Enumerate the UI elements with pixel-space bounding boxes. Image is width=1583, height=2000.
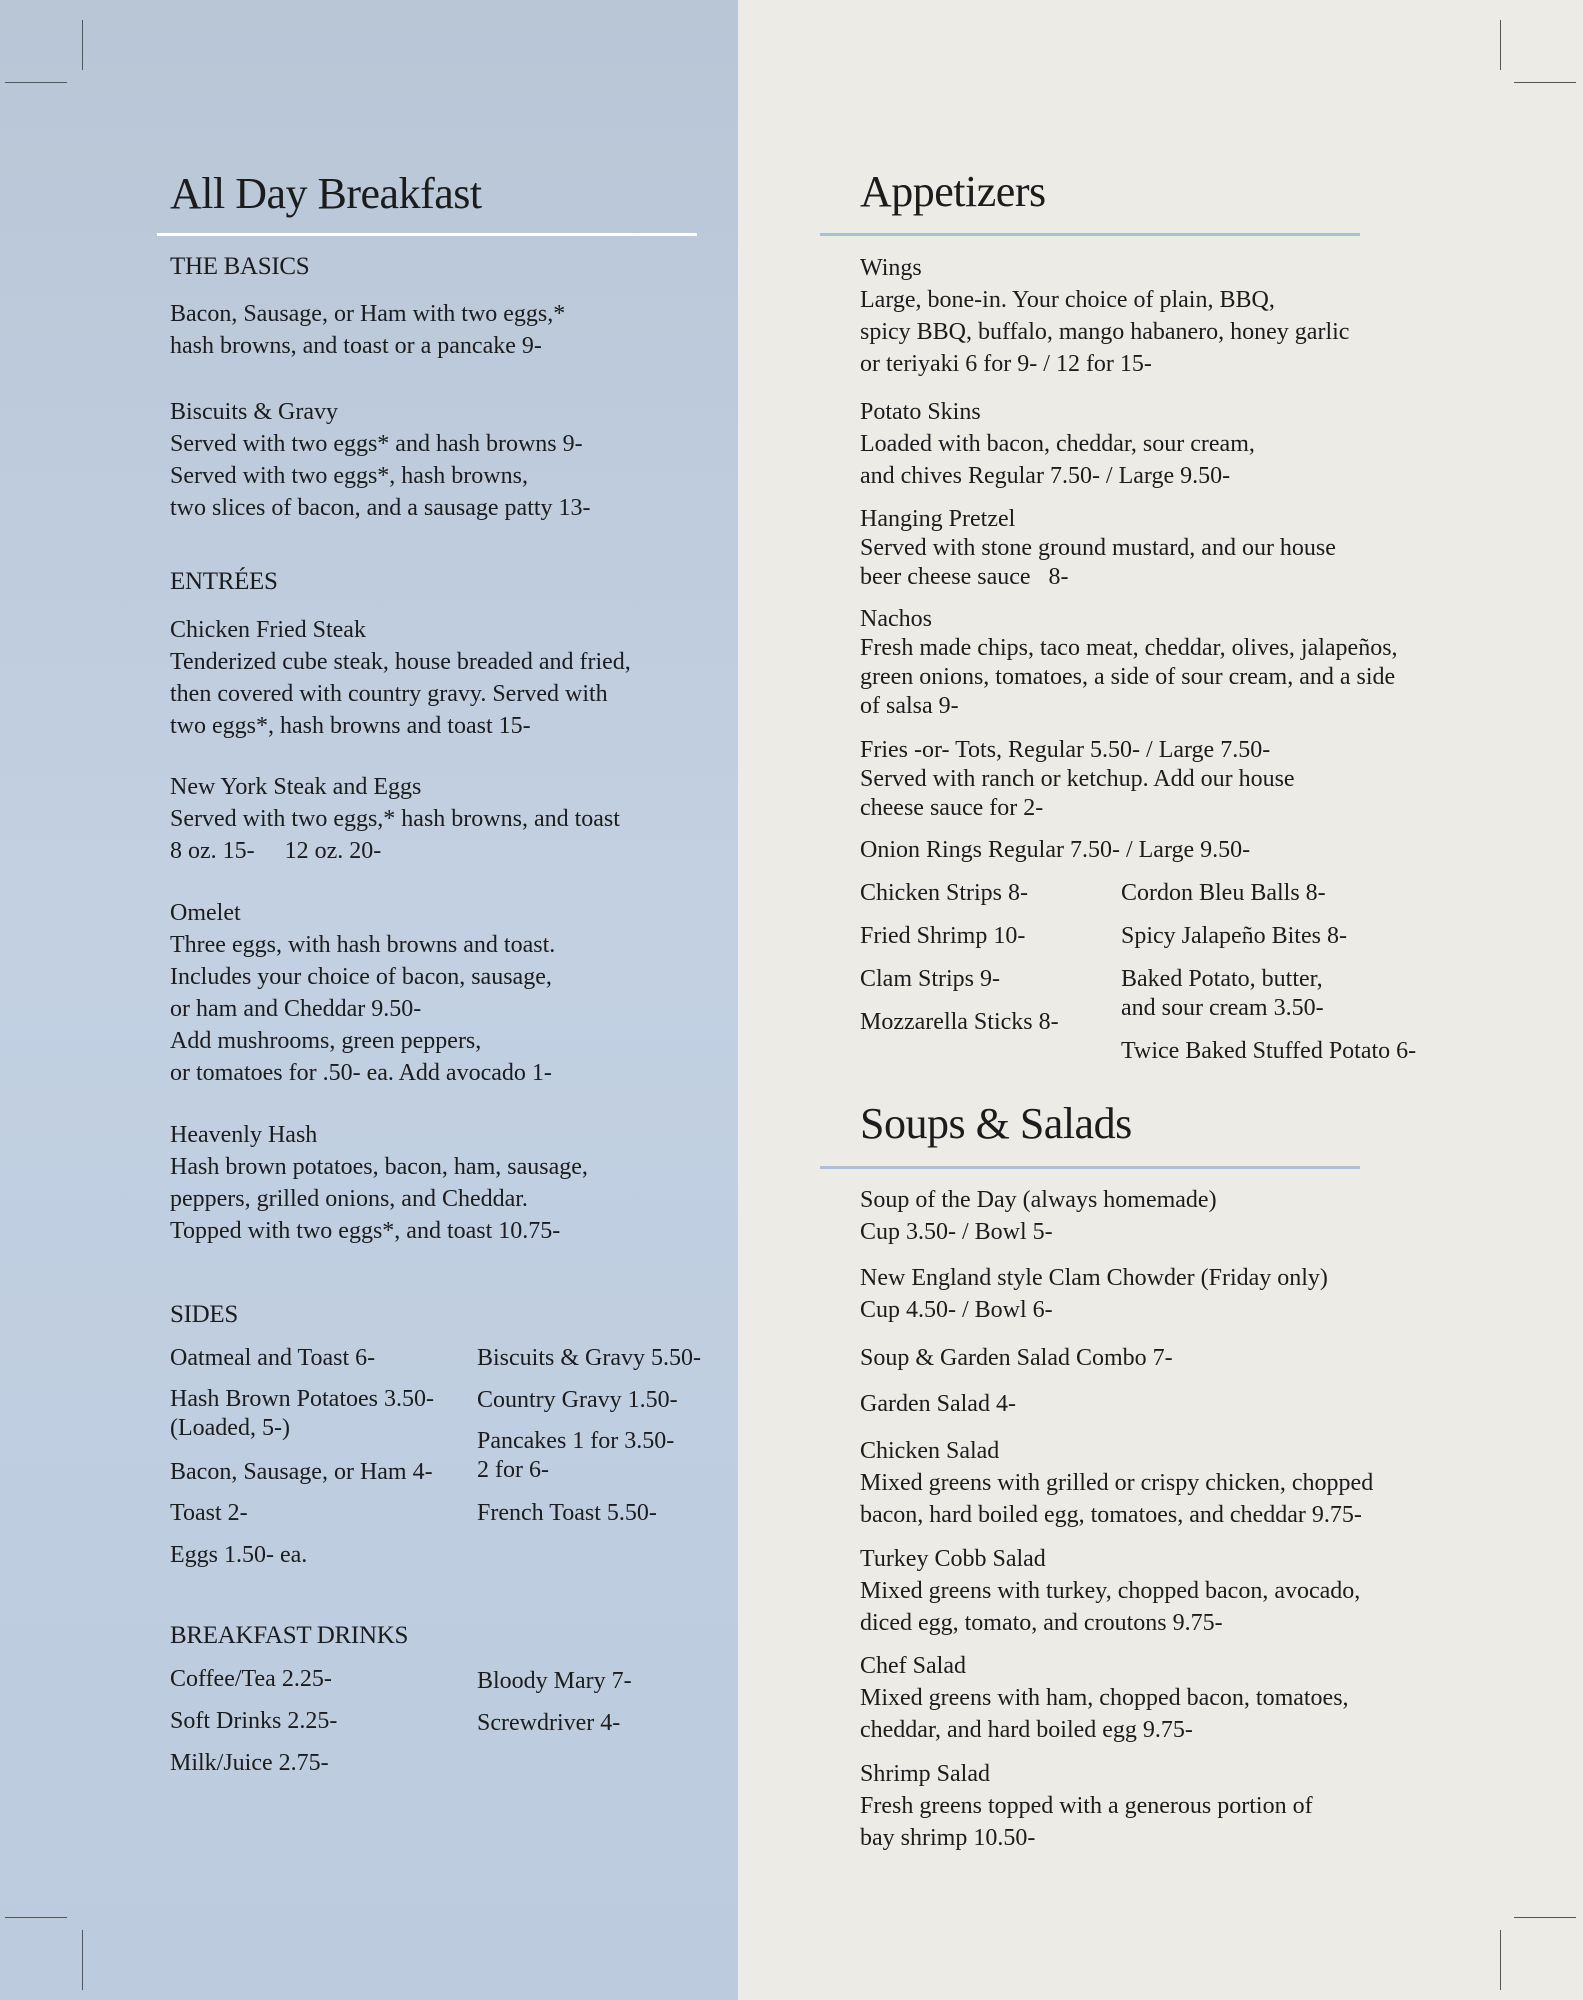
omelet-item: Omelet Three eggs, with hash browns and toast. Includes your choice of bacon, sausage, or ham and Cheddar 9.50- Add mushrooms, green peppers, or tomatoes for .50- ea. Add avocado 1- <box>170 900 556 1086</box>
soup-salad-combo-item: Soup & Garden Salad Combo 7- <box>860 1345 1173 1371</box>
crop-mark <box>5 82 67 83</box>
crop-mark <box>82 1930 83 1990</box>
crop-mark <box>82 20 83 70</box>
appetizers-heading-rule <box>820 233 1360 236</box>
side-pancakes: Pancakes 1 for 3.50- 2 for 6- <box>477 1428 675 1483</box>
drinks-label: BREAKFAST DRINKS <box>170 1622 409 1649</box>
basics-label: THE BASICS <box>170 253 310 280</box>
baked-potato-item: Baked Potato, butter, and sour cream 3.50- <box>1121 966 1324 1021</box>
drink-coffee: Coffee/Tea 2.25- <box>170 1666 332 1692</box>
chicken-salad-item: Chicken Salad Mixed greens with grilled or crispy chicken, chopped bacon, hard boiled egg, tomatoes, and cheddar 9.75- <box>860 1438 1374 1528</box>
soups-salads-heading: Soups & Salads <box>860 1099 1132 1148</box>
side-hash-brown: Hash Brown Potatoes 3.50- (Loaded, 5-) <box>170 1386 434 1441</box>
entrees-label: ENTRÉES <box>170 568 278 595</box>
fries-item: Fries -or- Tots, Regular 5.50- / Large 7.50- Served with ranch or ketchup. Add our house cheese sauce for 2- <box>860 737 1295 821</box>
breakfast-heading: All Day Breakfast <box>170 169 482 218</box>
drink-milk: Milk/Juice 2.75- <box>170 1750 329 1776</box>
pretzel-item: Hanging Pretzel Served with stone ground mustard, and our house beer cheese sauce 8- <box>860 506 1336 590</box>
chef-salad-item: Chef Salad Mixed greens with ham, chopped bacon, tomatoes, cheddar, and hard boiled egg 9.75- <box>860 1653 1349 1743</box>
chicken-fried-steak-item: Chicken Fried Steak Tenderized cube steak, house breaded and fried, then covered with country gravy. Served with two eggs*, hash browns and toast 15- <box>170 617 631 739</box>
chicken-strips-item: Chicken Strips 8- <box>860 880 1028 906</box>
basics-eggs-item: Bacon, Sausage, or Ham with two eggs,* hash browns, and toast or a pancake 9- <box>170 301 566 359</box>
clam-chowder-item: New England style Clam Chowder (Friday only) Cup 4.50- / Bowl 6- <box>860 1265 1328 1323</box>
side-biscuits: Biscuits & Gravy 5.50- <box>477 1345 701 1371</box>
fried-shrimp-item: Fried Shrimp 10- <box>860 923 1026 949</box>
drink-bloody-mary: Bloody Mary 7- <box>477 1668 632 1694</box>
twice-baked-item: Twice Baked Stuffed Potato 6- <box>1121 1038 1417 1064</box>
crop-mark <box>1514 82 1576 83</box>
biscuits-gravy-item: Biscuits & Gravy Served with two eggs* and hash browns 9- Served with two eggs*, hash browns, two slices of bacon, and a sausage patty 13- <box>170 399 591 521</box>
crop-mark <box>1500 1930 1501 1990</box>
breakfast-heading-rule <box>157 233 697 236</box>
crop-mark <box>1514 1917 1576 1918</box>
drink-screwdriver: Screwdriver 4- <box>477 1710 621 1736</box>
potato-skins-item: Potato Skins Loaded with bacon, cheddar, sour cream, and chives Regular 7.50- / Large 9.50- <box>860 399 1255 489</box>
soups-heading-rule <box>820 1166 1360 1169</box>
side-toast: Toast 2- <box>170 1500 248 1526</box>
turkey-cobb-item: Turkey Cobb Salad Mixed greens with turkey, chopped bacon, avocado, diced egg, tomato, and croutons 9.75- <box>860 1546 1361 1636</box>
side-french-toast: French Toast 5.50- <box>477 1500 657 1526</box>
clam-strips-item: Clam Strips 9- <box>860 966 1001 992</box>
nachos-item: Nachos Fresh made chips, taco meat, cheddar, olives, jalapeños, green onions, tomatoes, a side of sour cream, and a side of salsa 9- <box>860 606 1398 719</box>
appetizers-heading: Appetizers <box>860 167 1046 216</box>
sides-label: SIDES <box>170 1301 238 1328</box>
shrimp-salad-item: Shrimp Salad Fresh greens topped with a generous portion of bay shrimp 10.50- <box>860 1761 1313 1851</box>
jalapeno-bites-item: Spicy Jalapeño Bites 8- <box>1121 923 1347 949</box>
side-gravy: Country Gravy 1.50- <box>477 1387 678 1413</box>
mozzarella-item: Mozzarella Sticks 8- <box>860 1009 1059 1035</box>
ny-steak-item: New York Steak and Eggs Served with two eggs,* hash browns, and toast 8 oz. 15- 12 oz. 20- <box>170 774 620 864</box>
soup-of-day-item: Soup of the Day (always homemade) Cup 3.50- / Bowl 5- <box>860 1187 1217 1245</box>
side-bacon: Bacon, Sausage, or Ham 4- <box>170 1459 433 1485</box>
crop-mark <box>5 1917 67 1918</box>
crop-mark <box>1500 20 1501 70</box>
onion-rings-item: Onion Rings Regular 7.50- / Large 9.50- <box>860 837 1251 863</box>
side-oatmeal: Oatmeal and Toast 6- <box>170 1345 376 1371</box>
garden-salad-item: Garden Salad 4- <box>860 1391 1016 1417</box>
cordon-bleu-item: Cordon Bleu Balls 8- <box>1121 880 1326 906</box>
side-eggs: Eggs 1.50- ea. <box>170 1542 308 1568</box>
heavenly-hash-item: Heavenly Hash Hash brown potatoes, bacon, ham, sausage, peppers, grilled onions, and Cheddar. Topped with two eggs*, and toast 10.75- <box>170 1122 588 1244</box>
wings-item: Wings Large, bone-in. Your choice of plain, BBQ, spicy BBQ, buffalo, mango habanero, honey garlic or teriyaki 6 for 9- / 12 for 15- <box>860 255 1350 377</box>
drink-soft: Soft Drinks 2.25- <box>170 1708 338 1734</box>
